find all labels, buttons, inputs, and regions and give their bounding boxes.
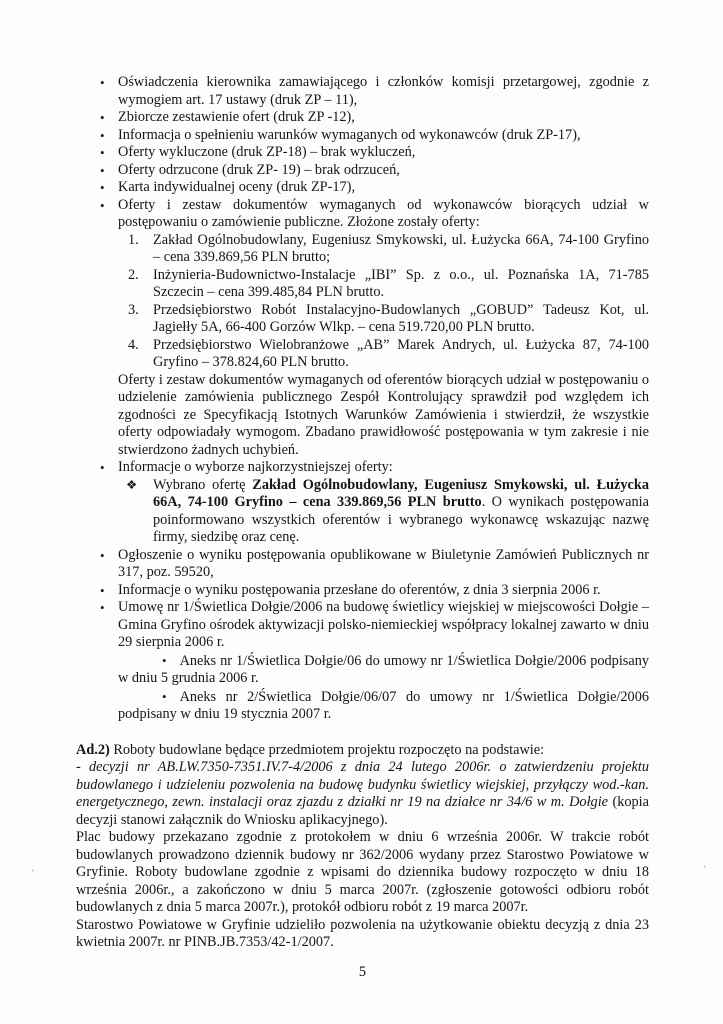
scan-artifact: ` [701, 862, 708, 878]
list-item [76, 74, 649, 109]
offer-item [118, 337, 649, 372]
offer-item [118, 232, 649, 267]
bullet-icon: • [100, 547, 105, 563]
selected-offer-post: . O wynikach postępowania poinformowano wszystkich oferentów i wybranego wykonawcę wskazując nazwę firmy, siedzibę oraz cenę. [153, 494, 649, 545]
offer-number: 4. [128, 336, 139, 353]
list-item [76, 109, 649, 127]
offer-text: Inżynieria-Budownictwo-Instalacje „IBI” Sp. z o.o., ul. Poznańska 1A, 71-785 Szczecin – cena 399.485,84 PLN brutto. [153, 266, 649, 300]
list-item [76, 582, 649, 600]
annex-text: Aneks nr 1/Świetlica Dołgie/06 do umowy nr 1/Świetlica Dołgie/2006 podpisany w dniu 5 grudnia 2006 r. [118, 652, 649, 686]
list-item-offers [76, 197, 649, 460]
list-item-text: Informacja o spełnieniu warunków wymaganych od wykonawców (druk ZP-17), [118, 126, 581, 143]
list-item-text: Umowę nr 1/Świetlica Dołgie/2006 na budowę świetlicy wiejskiej w miejscowości Dołgie – Gmina Gryfino ośrodek aktywizacji polsko-niemieckiej współpracy lokalnej zawarto w dniu 29 sierpnia 2006 r. [118, 599, 649, 650]
offers-list [118, 232, 649, 372]
list-item [76, 162, 649, 180]
diamond-bullet-icon: ❖ [126, 478, 138, 492]
ad2-decision-regular: (kopia decyzji stanowi załącznik do Wniosku aplikacyjnego). [76, 794, 649, 828]
bullet-icon: • [100, 600, 105, 615]
annex-text: Aneks nr 2/Świetlica Dołgie/06/07 do umowy nr 1/Świetlica Dołgie/2006 podpisany w dniu 19 stycznia 2007 r. [118, 688, 649, 722]
offer-text: Przedsiębiorstwo Robót Instalacyjno-Budowlanych „GOBUD” Tadeusz Kot, ul. Jagiełły 5A, 66-400 Gorzów Wlkp. – cena 519.720,00 PLN brutto. [153, 301, 649, 335]
bullet-icon: • [162, 652, 167, 668]
bullet-icon: • [100, 162, 105, 178]
verification-paragraph: Oferty i zestaw dokumentów wymaganych od oferentów biorących udział w postępowaniu o udzielenie zamówienia publicznego Zespół Kontrolujący sprawdził pod względem ich zgodności ze Specyfikacją Istotnych Warunków Zamówienia i stwierdził, że wszystkie oferty odpowiadały wymogom. Zbadano prawidłowość postępowania w tym zakresie i nie stwierdzono żadnych uchybień. [118, 371, 649, 458]
bullet-list [76, 74, 649, 724]
annex-item [118, 652, 649, 688]
list-item-selection [76, 459, 649, 547]
bullet-icon: • [100, 127, 105, 143]
offer-number: 3. [128, 301, 139, 318]
bullet-icon: • [100, 75, 105, 90]
offer-number: 2. [128, 266, 139, 283]
scan-artifact: ` [28, 866, 36, 882]
offer-text: Zakład Ogólnobudowlany, Eugeniusz Smykowski, ul. Łużycka 66A, 74-100 Gryfino – cena 339.869,56 PLN brutto; [153, 231, 649, 265]
list-item-text: Oferty odrzucone (druk ZP- 19) – brak odrzuceń, [118, 161, 400, 178]
bullet-icon: • [162, 688, 167, 704]
offer-item [118, 302, 649, 337]
bullet-icon: • [100, 460, 105, 475]
bullet-icon: • [100, 145, 105, 160]
ad2-label: Ad.2) [76, 741, 110, 758]
list-item-text: Informacje o wyborze najkorzystniejszej oferty: [118, 459, 393, 475]
offer-text: Przedsiębiorstwo Wielobranżowe „AB” Marek Andrych, ul. Łużycka 87, 74-100 Gryfino – 378.824,60 PLN brutto. [153, 336, 649, 370]
list-item [76, 144, 649, 162]
list-item [76, 547, 649, 582]
list-item [76, 179, 649, 197]
page-number: 5 [358, 963, 367, 980]
ad2-paragraph: Plac budowy przekazano zgodnie z protokołem w dniu 6 września 2006r. W trakcie robót budowlanych prowadzono dziennik budowy nr 362/2006 wydany przez Starostwo Powiatowe w Gryfinie. Roboty budowlane zgodnie z wpisami do dziennika budowy rozpoczęto w dniu 18 września 2006r., a zakończono w dniu 5 marca 2007r. (zgłoszenie gotowości odbioru robót budowlanych z dnia 5 marca 2007r.), protokół odbioru robót z 19 marca 2007r. [76, 829, 649, 915]
list-item-text: Oferty i zestaw dokumentów wymaganych od wykonawców biorących udział w postępowaniu o zamówienie publiczne. Złożone zostały oferty: [118, 196, 649, 230]
list-item-text: Informacje o wyniku postępowania przesłane do oferentów, z dnia 3 sierpnia 2006 r. [118, 581, 601, 598]
list-item-text: Oferty wykluczone (druk ZP-18) – brak wykluczeń, [118, 144, 416, 160]
bullet-icon: • [100, 180, 105, 195]
ad2-decision-italic: - decyzji nr AB.LW.7350-7351.IV.7-4/2006 z dnia 24 lutego 2006r. o zatwierdzeniu projektu budowlanego i udzieleniu pozwolenia na budowę budynku świetlicy wiejskiej, przyłączy wod.-kan. energetycznego, zewn. instalacji oraz zjazdu z działki nr 19 na działce nr 34/6 w m. Dołgie [76, 759, 649, 810]
bullet-icon: • [100, 197, 105, 213]
list-item [76, 127, 649, 145]
selected-offer [118, 477, 649, 547]
ad2-paragraph: Starostwo Powiatowe w Gryfinie udzieliło pozwolenia na użytkowanie obiektu decyzją z dnia 23 kwietnia 2007r. nr PINB.JB.7353/42-1/2007. [76, 916, 649, 950]
ad2-intro-line [76, 742, 649, 760]
list-item-text: Oświadczenia kierownika zamawiającego i członków komisji przetargowej, zgodnie z wymogiem art. 17 ustawy (druk ZP – 11), [118, 74, 649, 108]
section-ad2 [76, 742, 649, 952]
list-item-text: Karta indywidualnej oceny (druk ZP-17), [118, 179, 356, 195]
ad2-intro-text: Roboty budowlane będące przedmiotem projektu rozpoczęto na podstawie: [109, 741, 545, 758]
offer-item [118, 267, 649, 302]
list-item-text: Ogłoszenie o wyniku postępowania opublikowane w Biuletynie Zamówień Publicznych nr 317, poz. 59520, [118, 546, 649, 580]
list-item-contract [76, 599, 649, 724]
selected-offer-pre: Wybrano ofertę [153, 476, 253, 493]
selected-offer-bold: Zakład Ogólnobudowlany, Eugeniusz Smykowski, ul. Łużycka 66A, 74-100 Gryfino – cena 339.869,56 PLN brutto [153, 476, 649, 510]
bullet-icon: • [100, 110, 105, 125]
annex-item [118, 688, 649, 724]
ad2-decision-line [76, 759, 649, 829]
bullet-icon: • [100, 582, 105, 598]
list-item-text: Zbiorcze zestawienie ofert (druk ZP -12), [118, 109, 355, 125]
offer-number: 1. [128, 231, 139, 248]
